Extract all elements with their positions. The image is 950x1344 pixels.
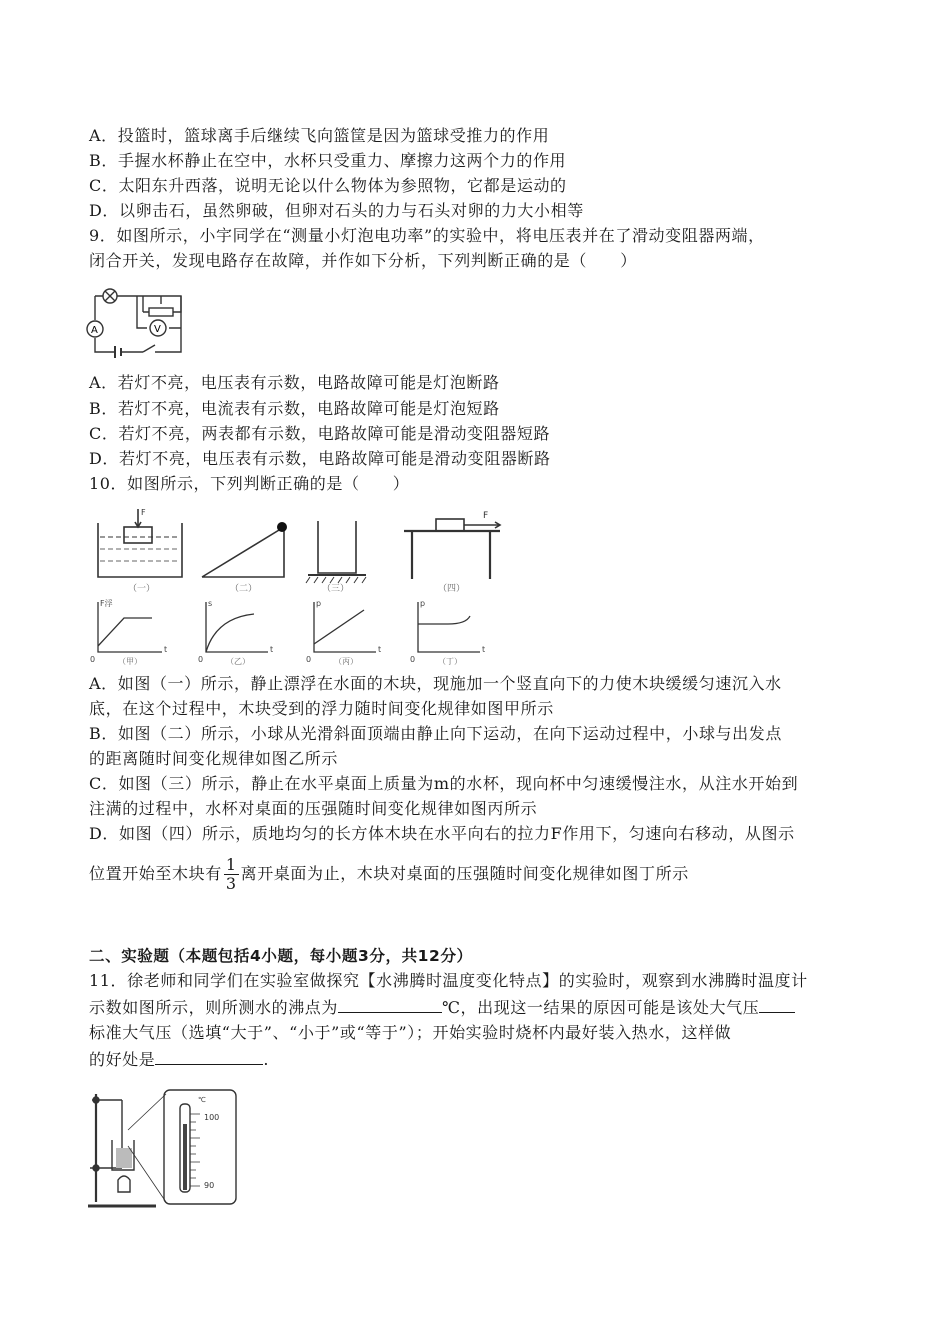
q8-option-c: C．太阳东升西落，说明无论以什么物体为参照物，它都是运动的 bbox=[89, 176, 567, 195]
q10-scene-figures bbox=[90, 503, 510, 595]
graph-bing-y-label: p bbox=[316, 599, 322, 608]
graph-jia-label: （甲） bbox=[118, 657, 142, 666]
q9-option-d: D．若灯不亮，电压表有示数，电路故障可能是滑动变阻器断路 bbox=[89, 449, 551, 468]
scene1-label: （一） bbox=[128, 584, 156, 594]
q9-option-a: A．若灯不亮，电压表有示数，电路故障可能是灯泡断路 bbox=[89, 373, 500, 392]
q8-option-b: B．手握水杯静止在空中，水杯只受重力、摩擦力这两个力的作用 bbox=[89, 151, 567, 170]
graph-ding-x-label: t bbox=[482, 645, 486, 654]
graph-bing-x-label: t bbox=[378, 645, 382, 654]
q10-graph-figures bbox=[88, 596, 508, 668]
graph-yi-x-label: t bbox=[270, 645, 274, 654]
fraction-numerator: 1 bbox=[225, 855, 237, 874]
scene3-label: （三） bbox=[322, 584, 350, 594]
q10-option-d-before: 位置开始至木块有 bbox=[89, 864, 222, 883]
voltmeter-label: V bbox=[154, 324, 161, 335]
graph-yi-origin: 0 bbox=[198, 655, 204, 664]
thermometer-bottom-mark: 90 bbox=[204, 1181, 215, 1190]
q10-option-b-line1: B．如图（二）所示，小球从光滑斜面顶端由静止向下运动，在向下运动过程中，小球与出发点 bbox=[89, 724, 782, 743]
q11-line2 bbox=[89, 996, 795, 1019]
q10-option-c-line1: C．如图（三）所示，静止在水平桌面上质量为m的水杯，现向杯中匀速缓慢注水，从注水开始到 bbox=[89, 774, 799, 793]
scene4-force-label: F bbox=[483, 511, 489, 521]
q10-option-d-line2 bbox=[89, 856, 689, 893]
q11-line4 bbox=[89, 1048, 269, 1071]
q10-option-a-line2: 底，在这个过程中，木块受到的浮力随时间变化规律如图甲所示 bbox=[89, 699, 554, 718]
graph-jia-x-label: t bbox=[164, 645, 168, 654]
q11-line2-before: 示数如图所示，则所测水的沸点为 bbox=[89, 998, 339, 1017]
ammeter-label: A bbox=[91, 325, 98, 336]
q11-line4-after: . bbox=[263, 1050, 270, 1069]
graph-ding-origin: 0 bbox=[410, 655, 416, 664]
graph-yi-label: （乙） bbox=[226, 657, 250, 666]
hot-water-benefit-blank[interactable] bbox=[155, 1048, 263, 1065]
graph-jia-y-label: F浮 bbox=[100, 599, 113, 608]
q10-stem: 10．如图所示，下列判断正确的是（ ） bbox=[89, 474, 410, 493]
graph-ding-label: （丁） bbox=[438, 657, 462, 666]
q10-option-c-line2: 注满的过程中，水杯对桌面的压强随时间变化规律如图丙所示 bbox=[89, 799, 538, 818]
graph-bing-label: （丙） bbox=[334, 657, 358, 666]
thermometer-top-mark: 100 bbox=[204, 1113, 220, 1122]
q9-option-b: B．若灯不亮，电流表有示数，电路故障可能是灯泡短路 bbox=[89, 399, 500, 418]
thermometer-unit: ℃ bbox=[198, 1096, 206, 1104]
boiling-point-blank[interactable] bbox=[338, 996, 442, 1013]
scene2-label: （二） bbox=[230, 584, 258, 594]
graph-jia-origin: 0 bbox=[90, 655, 96, 664]
q11-line2-mid: ℃，出现这一结果的原因可能是该处大气压 bbox=[442, 998, 760, 1017]
q10-option-d-after: 离开桌面为止，木块对桌面的压强随时间变化规律如图丁所示 bbox=[240, 864, 689, 883]
q11-line1: 11．徐老师和同学们在实验室做探究【水沸腾时温度变化特点】的实验时，观察到水沸腾时温度计 bbox=[89, 971, 808, 990]
q9-option-c: C．若灯不亮，两表都有示数，电路故障可能是滑动变阻器短路 bbox=[89, 424, 551, 443]
graph-yi-y-label: s bbox=[208, 599, 213, 608]
q11-line3: 标准大气压（选填“大于”、“小于”或“等于”）；开始实验时烧杯内最好装入热水，这样做 bbox=[89, 1023, 732, 1042]
q10-option-b-line2: 的距离随时间变化规律如图乙所示 bbox=[89, 749, 339, 768]
q11-line4-before: 的好处是 bbox=[89, 1050, 156, 1069]
q10-option-d-line1: D．如图（四）所示，质地均匀的长方体木块在水平向右的拉力F作用下，匀速向右移动，从图示 bbox=[89, 824, 795, 843]
q9-stem-line1: 9．如图所示，小宇同学在“测量小灯泡电功率”的实验中，将电压表并在了滑动变阻器两端， bbox=[89, 226, 765, 245]
section2-heading: 二、实验题（本题包括4小题，每小题3分，共12分） bbox=[89, 947, 473, 965]
q8-option-a: A．投篮时，篮球离手后继续飞向篮筐是因为篮球受推力的作用 bbox=[89, 126, 550, 145]
fraction-denominator: 3 bbox=[225, 874, 237, 893]
pressure-compare-blank[interactable] bbox=[759, 996, 795, 1013]
q9-stem-line2: 闭合开关，发现电路存在故障，并作如下分析，下列判断正确的是（ ） bbox=[89, 251, 637, 270]
q10-option-a-line1: A．如图（一）所示，静止漂浮在水面的木块，现施加一个竖直向下的力使木块缓缓匀速沉入水 bbox=[89, 674, 782, 693]
scene4-label: （四） bbox=[438, 584, 466, 594]
q8-option-d: D．以卵击石，虽然卵破，但卵对石头的力与石头对卵的力大小相等 bbox=[89, 201, 584, 220]
q11-apparatus-figure bbox=[86, 1084, 242, 1216]
q9-circuit-figure bbox=[85, 282, 195, 360]
fraction-one-third bbox=[224, 856, 239, 893]
scene1-force-label: F bbox=[141, 508, 146, 517]
graph-ding-y-label: p bbox=[420, 599, 426, 608]
graph-bing-origin: 0 bbox=[306, 655, 312, 664]
